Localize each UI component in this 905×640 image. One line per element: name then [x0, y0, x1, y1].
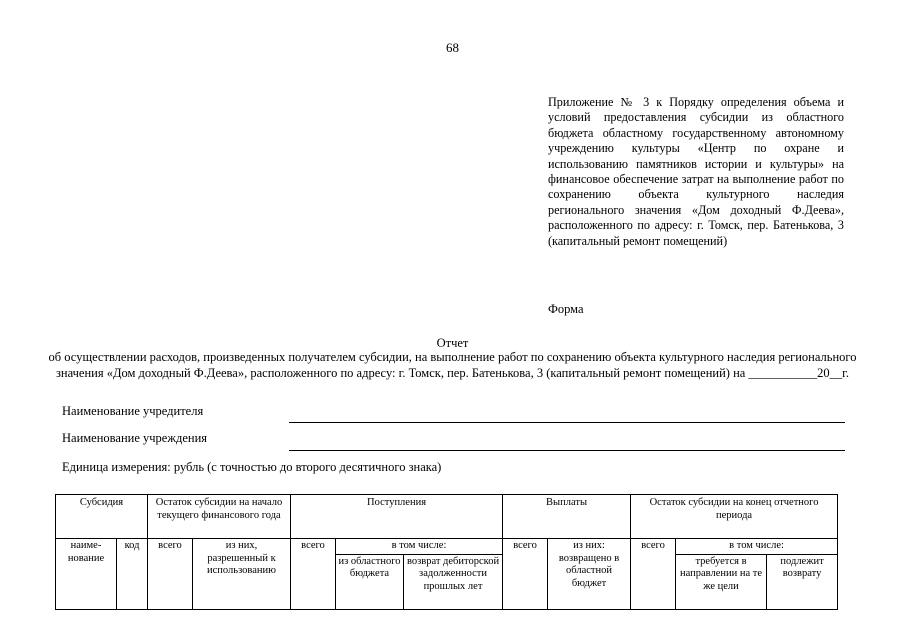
subheader-name: наиме-нование	[56, 539, 117, 610]
report-subtitle: об осуществлении расходов, произведенных получателем субсидии, на выполнение работ по сохранению объекта культурного наследия регионального значения «Дом доходный Ф.Деева», расположенного по адресу: г. Томск, пер. Батенькова, 3 (капитальный ремонт помещений) на ___________20__г.	[48, 350, 857, 380]
subheader-regional: из областного бюджета	[336, 554, 404, 609]
subheader-including: в том числе:	[336, 539, 503, 555]
subheader-code: код	[117, 539, 148, 610]
institution-line[interactable]	[289, 450, 845, 451]
report-table	[55, 494, 838, 610]
header-payments: Выплаты	[503, 495, 631, 539]
unit-label: Единица измерения: рубль (с точностью до второго десятичного знака)	[62, 460, 442, 474]
subheader-total: всего	[148, 539, 193, 610]
appendix-text: Приложение № 3 к Порядку определения объема и условий предоставления субсидии из областного бюджета областному государственному автономному учреждению культуры «Центр по охране и использованию памятников истории и культуры» на финансовое обеспечение затрат на выполнение работ по сохранению объекта культурного наследия регионального значения «Дом доходный Ф.Деева», расположенного по адресу: г. Томск, пер. Батенькова, 3 (капитальный ремонт помещений)	[548, 95, 844, 248]
subheader-returned: из них: возвращено в областной бюджет	[548, 539, 631, 610]
founder-label: Наименование учредителя	[62, 404, 204, 418]
subheader-allowed: из них, разрешенный к использованию	[193, 539, 291, 610]
subheader-required: требуется в направлении на те же цели	[676, 554, 767, 609]
subheader-total: всего	[631, 539, 676, 610]
institution-label: Наименование учреждения	[62, 431, 208, 445]
header-subsidy: Субсидия	[56, 495, 148, 539]
subheader-total: всего	[503, 539, 548, 610]
report-title: Отчет	[436, 336, 469, 350]
header-balance-start: Остаток субсидии на начало текущего финансового года	[148, 495, 291, 539]
founder-line[interactable]	[289, 422, 845, 423]
header-receipts: Поступления	[291, 495, 503, 539]
subheader-including: в том числе:	[676, 539, 838, 555]
subheader-total: всего	[291, 539, 336, 610]
subheader-to-return: подлежит возврату	[767, 554, 838, 609]
form-label: Форма	[548, 302, 584, 316]
subheader-refund-receivable: возврат дебиторской задолженности прошлых лет	[404, 554, 503, 609]
header-balance-end: Остаток субсидии на конец отчетного периода	[631, 495, 838, 539]
page-number: 68	[446, 40, 459, 55]
